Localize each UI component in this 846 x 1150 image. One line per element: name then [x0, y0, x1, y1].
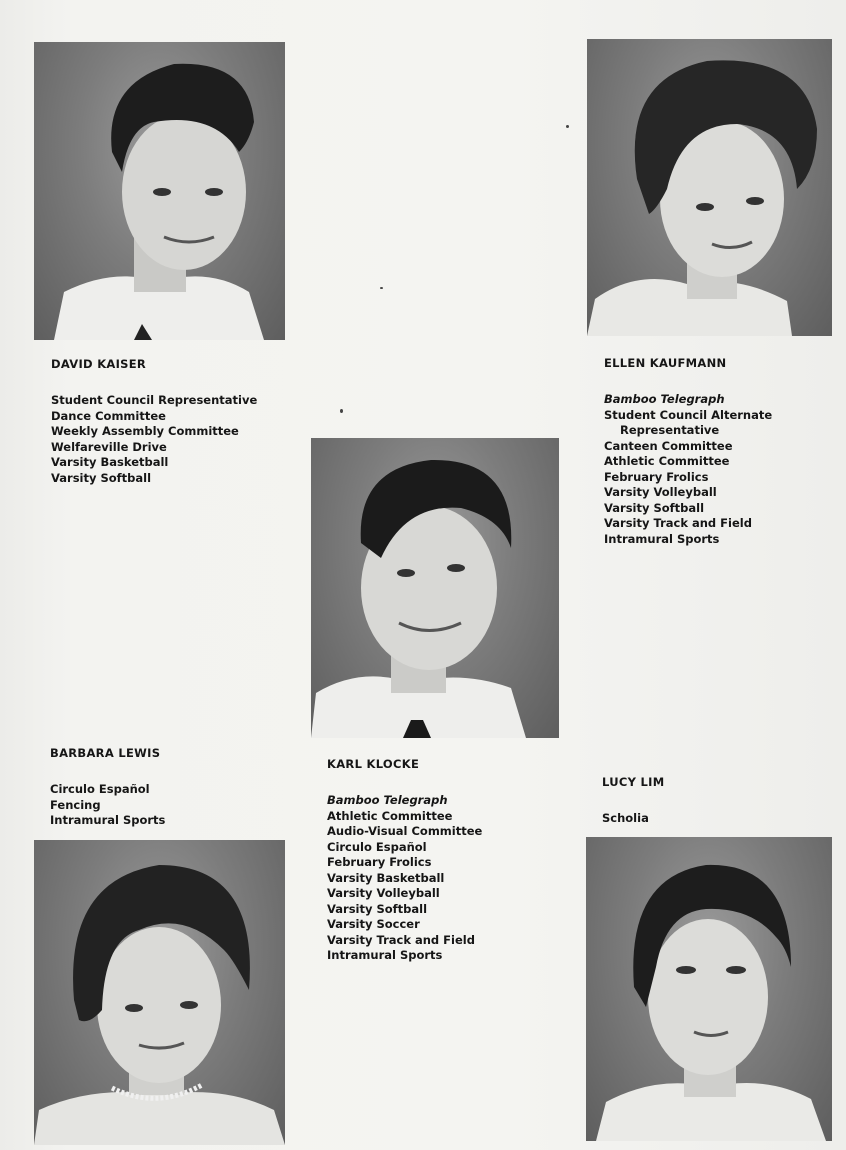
activity-item: Bamboo Telegraph: [327, 793, 448, 807]
activity-item: Circulo Español: [50, 782, 150, 796]
activity-item: Varsity Softball: [327, 901, 428, 916]
activity-item: Varsity Soccer: [327, 917, 420, 931]
activity-item: Fencing: [50, 797, 101, 812]
student-name: LUCY LIM: [602, 775, 665, 789]
activity-item: Student Council Alternate: [604, 407, 773, 422]
entry-ellen-kaufmann: [604, 356, 772, 547]
activity-item: Bamboo Telegraph: [604, 392, 725, 406]
activity-item: February Frolics: [327, 855, 432, 869]
portrait-male-icon: [311, 438, 559, 738]
entry-lucy-lim: [602, 775, 664, 827]
activity-list: [604, 392, 772, 547]
activity-item: Varsity Softball: [51, 470, 152, 485]
scan-speck: [340, 409, 343, 413]
activity-item: Varsity Softball: [604, 500, 705, 515]
activity-item: Audio-Visual Committee: [327, 824, 483, 838]
activity-item: Scholia: [602, 811, 649, 825]
student-name: DAVID KAISER: [51, 357, 147, 371]
student-name: KARL KLOCKE: [327, 757, 420, 771]
student-name: BARBARA LEWIS: [50, 746, 161, 760]
photo-barbara-lewis: [34, 840, 285, 1145]
activity-item: Varsity Volleyball: [327, 886, 440, 900]
activity-item: February Frolics: [604, 469, 709, 484]
activity-list: [50, 782, 165, 829]
activity-item: Weekly Assembly Committee: [51, 424, 239, 438]
portrait-female-icon: [586, 837, 832, 1141]
entry-barbara-lewis: [50, 746, 165, 829]
activity-item: Representative: [620, 423, 720, 437]
photo-david-kaiser: [34, 42, 285, 340]
activity-item: Welfareville Drive: [51, 439, 167, 454]
activity-item: Intramural Sports: [604, 531, 720, 546]
student-name: ELLEN KAUFMANN: [604, 356, 727, 370]
entry-david-kaiser: [51, 357, 257, 486]
photo-lucy-lim: [586, 837, 832, 1141]
portrait-male-icon: [34, 42, 285, 340]
scan-speck: [380, 287, 383, 289]
activity-list: [602, 811, 664, 827]
activity-item: Athletic Committee: [604, 454, 730, 468]
activity-item: Canteen Committee: [604, 438, 733, 453]
activity-item: Intramural Sports: [50, 813, 166, 827]
activity-item: Student Council Representative: [51, 393, 258, 407]
activity-item: Athletic Committee: [327, 808, 453, 823]
activity-item: Intramural Sports: [327, 948, 443, 962]
entry-karl-klocke: [327, 757, 482, 964]
activity-item: Circulo Español: [327, 839, 427, 854]
activity-list: [327, 793, 482, 964]
activity-item: Varsity Track and Field: [327, 932, 475, 947]
activity-list: [51, 393, 257, 486]
activity-item: Dance Committee: [51, 408, 166, 423]
portrait-female-icon: [587, 39, 832, 336]
portrait-female-icon: [34, 840, 285, 1145]
activity-item: Varsity Track and Field: [604, 516, 752, 530]
photo-ellen-kaufmann: [587, 39, 832, 336]
activity-item: Varsity Basketball: [327, 870, 445, 885]
activity-item: Varsity Basketball: [51, 455, 169, 469]
activity-item: Varsity Volleyball: [604, 485, 717, 499]
photo-karl-klocke: [311, 438, 559, 738]
scan-speck: [566, 125, 569, 128]
